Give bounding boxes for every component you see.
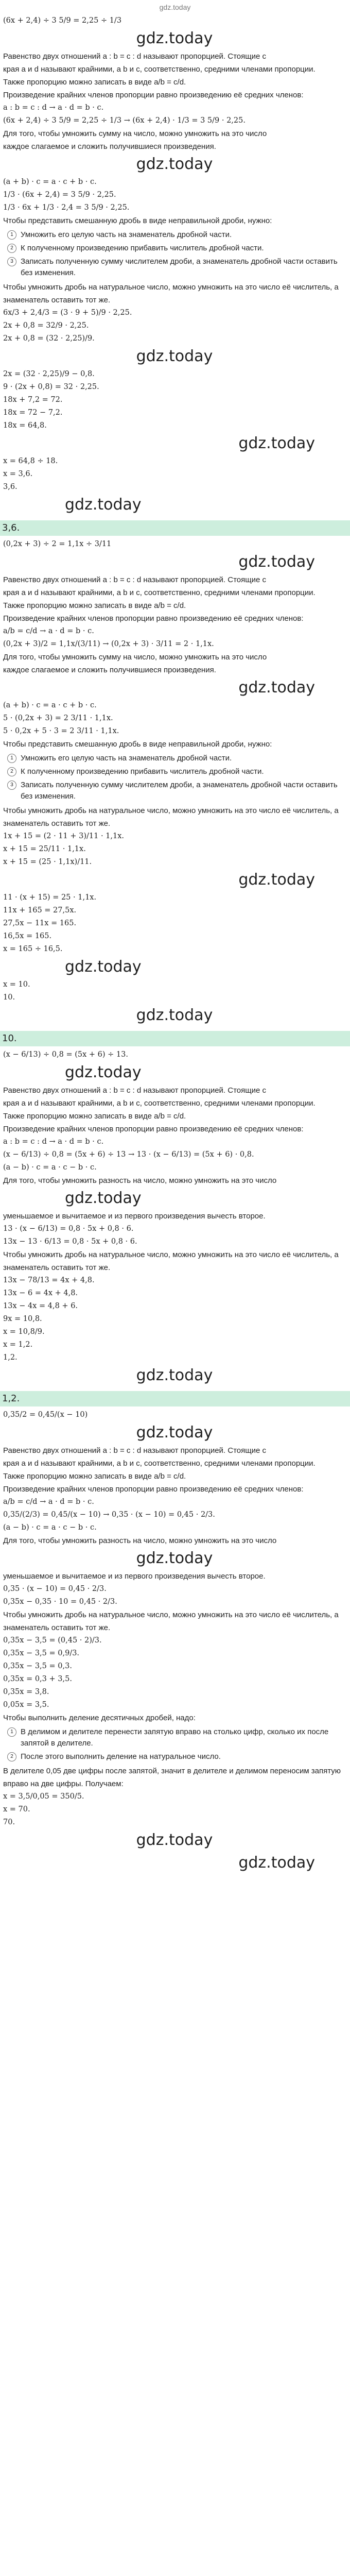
- equation-line: 70.: [3, 1818, 15, 1826]
- step-number: 1: [7, 230, 16, 240]
- answer-bar: 1,2.: [0, 1391, 350, 1406]
- equation-line: x + 15 = 25/11 · 1,1x.: [3, 845, 86, 853]
- step-number: 2: [7, 1752, 16, 1761]
- step-text: Записать полученную сумму числителем дроби, а знаменатель дробной части оставить без изменения.: [21, 257, 338, 277]
- step-number: 1: [7, 754, 16, 763]
- text-line: края a и d называют крайними, а b и c, соответственно, средними членами пропорции.: [3, 588, 316, 597]
- equation-line: (x − 6/13) ÷ 0,8 = (5x + 6) ÷ 13 → 13 · (x − 6/13) = (5x + 6) · 0,8.: [3, 1150, 254, 1159]
- step-text: После этого выполнить деление на натуральное число.: [21, 1752, 221, 1761]
- equation-line: 13x − 13 · 6/13 = 0,8 · 5x + 0,8 · 6.: [3, 1238, 137, 1246]
- equation-line: x = 3,5/0,05 = 350/5.: [3, 1792, 84, 1801]
- watermark: gdz.today: [238, 1854, 315, 1872]
- equation-line: 16,5x = 165.: [3, 932, 52, 940]
- equation-line: 2x = (32 · 2,25)/9 − 0,8.: [3, 370, 95, 378]
- step-text: Записать полученную сумму числителем дроби, а знаменатель дробной части оставить без изменения.: [21, 781, 338, 801]
- equation-line: (0,2x + 3) ÷ 2 = 1,1x ÷ 3/11: [3, 540, 112, 548]
- equation-line: (6x + 2,4) ÷ 3 5/9 = 2,25 ÷ 1/3: [3, 16, 122, 25]
- step-text: К полученному произведению прибавить числитель дробной части.: [21, 244, 264, 252]
- equation-line: 18x + 7,2 = 72.: [3, 396, 63, 404]
- equation-line: 11 · (x + 15) = 25 · 1,1x.: [3, 893, 97, 902]
- step-number: 2: [7, 767, 16, 776]
- equation-line: 0,35/2 = 0,45/(x − 10): [3, 1411, 88, 1419]
- equation-line: 2x + 0,8 = (32 · 2,25)/9.: [3, 334, 95, 343]
- header-watermark: gdz.today: [159, 3, 191, 11]
- equation-line: 5 · (0,2x + 3) = 2 3/11 · 1,1x.: [3, 714, 113, 722]
- step-number: 3: [7, 257, 16, 266]
- equation-line: 13x − 4x = 4,8 + 6.: [3, 1302, 78, 1310]
- equation-line: x + 15 = (25 · 1,1x)/11.: [3, 858, 92, 866]
- equation-line: a : b = c : d → a · d = b · c.: [3, 104, 104, 112]
- text-line: Для того, чтобы умножить сумму на число, можно умножить на это число: [3, 129, 267, 138]
- text-line: Чтобы представить смешанную дробь в виде неправильной дроби, нужно:: [3, 740, 272, 749]
- text-line: В делителе 0,05 две цифры после запятой, значит в делителе и делимом переносим запятую вправо на две цифры. Получаем:: [3, 1767, 341, 1788]
- equation-line: 1x + 15 = (2 · 11 + 3)/11 · 1,1x.: [3, 832, 125, 840]
- text-line: Равенство двух отношений a : b = c : d называют пропорцией. Стоящие с: [3, 1086, 266, 1095]
- watermark: gdz.today: [136, 1831, 213, 1849]
- text-line: Равенство двух отношений a : b = c : d называют пропорцией. Стоящие с: [3, 52, 266, 61]
- equation-line: (a + b) · c = a · c + b · c.: [3, 178, 97, 186]
- text-line: Чтобы выполнить деление десятичных дробей, надо:: [3, 1714, 196, 1722]
- watermark: gdz.today: [65, 1063, 142, 1081]
- step-text: К полученному произведению прибавить числитель дробной части.: [21, 767, 264, 776]
- watermark: gdz.today: [238, 553, 315, 571]
- equation-line: x = 10,8/9.: [3, 1328, 45, 1336]
- watermark: gdz.today: [238, 679, 315, 697]
- step-text: Умножить его целую часть на знаменатель дробной части.: [21, 230, 232, 239]
- equation-line: 9 · (2x + 0,8) = 32 · 2,25.: [3, 383, 99, 391]
- equation-line: (a + b) · c = a · c + b · c.: [3, 701, 97, 709]
- text-line: Произведение крайних членов пропорции равно произведению её средних членов:: [3, 91, 304, 99]
- equation-line: 13 · (x − 6/13) = 0,8 · 5x + 0,8 · 6.: [3, 1225, 134, 1233]
- equation-line: (x − 6/13) ÷ 0,8 = (5x + 6) ÷ 13.: [3, 1050, 128, 1059]
- watermark: gdz.today: [136, 29, 213, 47]
- watermark: gdz.today: [136, 347, 213, 365]
- text-line: уменьшаемое и вычитаемое и из первого произведения вычесть второе.: [3, 1212, 266, 1221]
- equation-line: 3,6.: [3, 483, 18, 491]
- equation-line: (a − b) · c = a · c − b · c.: [3, 1163, 97, 1172]
- equation-line: 27,5x − 11x = 165.: [3, 919, 77, 927]
- equation-line: 1,2.: [3, 1353, 18, 1362]
- watermark: gdz.today: [136, 1549, 213, 1567]
- equation-line: 18x = 64,8.: [3, 421, 47, 430]
- equation-line: 5 · 0,2x + 5 · 3 = 2 3/11 · 1,1x.: [3, 727, 119, 735]
- equation-line: a/b = c/d → a · d = b · c.: [3, 627, 94, 635]
- rule-step: [3, 229, 346, 241]
- watermark: gdz.today: [65, 958, 142, 976]
- equation-line: 11x + 165 = 27,5x.: [3, 906, 77, 914]
- equation-line: 1/3 · 6x + 1/3 · 2,4 = 3 5/9 · 2,25.: [3, 204, 130, 212]
- rule-step: [3, 256, 346, 279]
- answer-bar: 10.: [0, 1031, 350, 1046]
- equation-line: 6x/3 + 2,4/3 = (3 · 9 + 5)/9 · 2,25.: [3, 309, 132, 317]
- text-line: Также пропорцию можно записать в виде a/b = c/d.: [3, 1112, 186, 1121]
- text-line: Чтобы умножить дробь на натуральное число, можно умножить на это число её числитель, а знаменатель оставить тот же.: [3, 283, 339, 304]
- equation-line: 0,35x − 3,5 = (0,45 · 2)/3.: [3, 1636, 102, 1645]
- text-line: Для того, чтобы умножить разность на число, можно умножить на это число: [3, 1536, 277, 1545]
- equation-line: (0,2x + 3)/2 = 1,1x/(3/11) → (0,2x + 3) · 3/11 = 2 · 1,1x.: [3, 640, 214, 648]
- equation-line: 9x = 10,8.: [3, 1315, 42, 1323]
- step-text: Умножить его целую часть на знаменатель дробной части.: [21, 754, 232, 762]
- text-line: Также пропорцию можно записать в виде a/b = c/d.: [3, 601, 186, 610]
- watermark: gdz.today: [238, 871, 315, 889]
- equation-line: 10.: [3, 993, 15, 1002]
- equation-line: 0,35x − 0,35 · 10 = 0,45 · 2/3.: [3, 1598, 117, 1606]
- text-line: Также пропорцию можно записать в виде a/b = c/d.: [3, 78, 186, 87]
- rule-step: [3, 753, 346, 764]
- text-line: уменьшаемое и вычитаемое и из первого произведения вычесть второе.: [3, 1572, 266, 1581]
- equation-line: 0,35x = 3,8.: [3, 1688, 49, 1696]
- step-number: 1: [7, 1727, 16, 1737]
- text-line: Чтобы представить смешанную дробь в виде неправильной дроби, нужно:: [3, 216, 272, 225]
- equation-line: 0,35x = 0,3 + 3,5.: [3, 1675, 72, 1683]
- text-line: Чтобы умножить дробь на натуральное число, можно умножить на это число её числитель, а знаменатель оставить тот же.: [3, 806, 339, 828]
- equation-line: 0,35/(2/3) = 0,45/(x − 10) → 0,35 · (x − 10) = 0,45 · 2/3.: [3, 1511, 215, 1519]
- rule-step: [3, 243, 346, 254]
- equation-line: a/b = c/d → a · d = b · c.: [3, 1498, 94, 1506]
- equation-line: (a − b) · c = a · c − b · c.: [3, 1523, 97, 1532]
- text-line: Произведение крайних членов пропорции равно произведению её средних членов:: [3, 1485, 304, 1494]
- text-line: каждое слагаемое и сложить получившиеся произведения.: [3, 666, 216, 674]
- equation-line: 1/3 · (6x + 2,4) = 3 5/9 · 2,25.: [3, 191, 116, 199]
- watermark: gdz.today: [136, 155, 213, 173]
- text-line: края a и d называют крайними, а b и c, соответственно, средними членами пропорции.: [3, 1099, 316, 1108]
- step-text: В делимом и делителе перенести запятую вправо на столько цифр, сколько их после запятой в делителе.: [21, 1727, 329, 1748]
- watermark: gdz.today: [65, 496, 142, 514]
- equation-line: x = 3,6.: [3, 470, 33, 478]
- rule-step: [3, 766, 346, 777]
- step-number: 2: [7, 244, 16, 253]
- equation-line: 13x − 6 = 4x + 4,8.: [3, 1289, 78, 1297]
- watermark: gdz.today: [238, 434, 315, 452]
- text-line: Для того, чтобы умножить сумму на число, можно умножить на это число: [3, 653, 267, 662]
- equation-line: x = 64,8 ÷ 18.: [3, 457, 58, 465]
- equation-line: a : b = c : d → a · d = b · c.: [3, 1138, 104, 1146]
- answer-bar: 3,6.: [0, 520, 350, 536]
- text-line: Также пропорцию можно записать в виде a/b = c/d.: [3, 1472, 186, 1481]
- equation-line: x = 70.: [3, 1805, 30, 1814]
- equation-line: 0,35x − 3,5 = 0,3.: [3, 1662, 72, 1670]
- watermark: gdz.today: [136, 1423, 213, 1442]
- step-number: 3: [7, 781, 16, 790]
- watermark: gdz.today: [136, 1366, 213, 1384]
- equation-line: 0,05x = 3,5.: [3, 1701, 49, 1709]
- equation-line: (6x + 2,4) ÷ 3 5/9 = 2,25 ÷ 1/3 → (6x + 2,4) · 1/3 = 3 5/9 · 2,25.: [3, 116, 246, 125]
- watermark: gdz.today: [136, 1006, 213, 1024]
- text-line: Чтобы умножить дробь на натуральное число, можно умножить на это число её числитель, а знаменатель оставить тот же.: [3, 1611, 339, 1632]
- text-line: Равенство двух отношений a : b = c : d называют пропорцией. Стоящие с: [3, 575, 266, 584]
- equation-line: 2x + 0,8 = 32/9 · 2,25.: [3, 321, 89, 330]
- equation-line: 18x = 72 − 7,2.: [3, 409, 63, 417]
- text-line: края a и d называют крайними, а b и c, соответственно, средними членами пропорции.: [3, 1459, 316, 1468]
- equation-line: x = 10.: [3, 980, 30, 989]
- equation-line: 0,35x − 3,5 = 0,9/3.: [3, 1649, 80, 1657]
- rule-step: [3, 1751, 346, 1762]
- watermark: gdz.today: [65, 1189, 142, 1207]
- equation-line: x = 165 ÷ 16,5.: [3, 945, 63, 953]
- text-line: каждое слагаемое и сложить получившиеся произведения.: [3, 142, 216, 151]
- rule-step: [3, 1726, 346, 1749]
- text-line: Для того, чтобы умножить разность на число, можно умножить на это число: [3, 1176, 277, 1185]
- text-line: Равенство двух отношений a : b = c : d называют пропорцией. Стоящие с: [3, 1446, 266, 1455]
- equation-line: x = 1,2.: [3, 1341, 33, 1349]
- solution-content: [0, 14, 350, 1874]
- equation-line: 13x − 78/13 = 4x + 4,8.: [3, 1276, 95, 1284]
- equation-line: 0,35 · (x − 10) = 0,45 · 2/3.: [3, 1585, 107, 1593]
- text-line: Произведение крайних членов пропорции равно произведению её средних членов:: [3, 614, 304, 623]
- text-line: Произведение крайних членов пропорции равно произведению её средних членов:: [3, 1125, 304, 1133]
- rule-step: [3, 779, 346, 802]
- text-line: Чтобы умножить дробь на натуральное число, можно умножить на это число её числитель, а знаменатель оставить тот же.: [3, 1250, 339, 1272]
- text-line: края a и d называют крайними, а b и c, соответственно, средними членами пропорции.: [3, 65, 316, 74]
